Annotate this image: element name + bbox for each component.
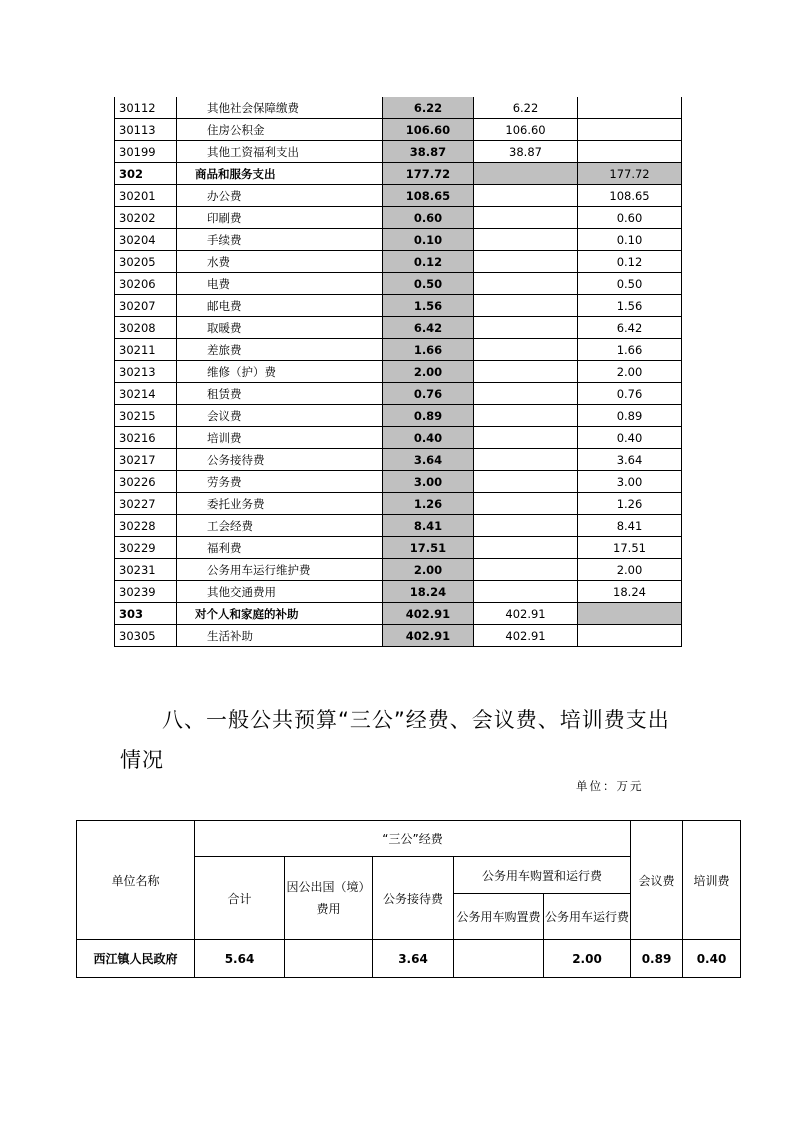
table-row (115, 449, 682, 471)
cell-reception: 3.64 (373, 940, 454, 978)
table-row (115, 295, 682, 317)
table-row (115, 427, 682, 449)
row-total: 3.00 (383, 471, 474, 493)
table-row (115, 97, 682, 119)
row-name: 工会经费 (177, 515, 383, 537)
category-row (115, 163, 682, 185)
table-row (115, 559, 682, 581)
row-code: 30211 (115, 339, 177, 361)
row-basic (474, 537, 578, 559)
row-basic (474, 427, 578, 449)
row-code: 30206 (115, 273, 177, 295)
row-project: 0.76 (578, 383, 682, 405)
row-code: 30239 (115, 581, 177, 603)
table-row (115, 361, 682, 383)
row-total: 0.50 (383, 273, 474, 295)
row-basic (474, 317, 578, 339)
row-total: 0.76 (383, 383, 474, 405)
row-project: 1.26 (578, 493, 682, 515)
row-basic (474, 361, 578, 383)
row-name: 对个人和家庭的补助 (177, 603, 383, 625)
row-basic (474, 339, 578, 361)
header-abroad: 因公出国（境）费用 (285, 857, 373, 940)
row-code: 30228 (115, 515, 177, 537)
row-code: 30112 (115, 97, 177, 119)
row-total: 1.66 (383, 339, 474, 361)
row-name: 住房公积金 (177, 119, 383, 141)
row-project: 18.24 (578, 581, 682, 603)
row-project: 8.41 (578, 515, 682, 537)
row-basic (474, 383, 578, 405)
row-total: 0.60 (383, 207, 474, 229)
row-project: 2.00 (578, 361, 682, 383)
row-project (578, 625, 682, 647)
row-project: 108.65 (578, 185, 682, 207)
row-code: 30208 (115, 317, 177, 339)
row-project: 1.66 (578, 339, 682, 361)
row-total: 106.60 (383, 119, 474, 141)
row-total: 0.40 (383, 427, 474, 449)
unit-label: 单位：万元 (576, 779, 644, 793)
header-meeting: 会议费 (631, 821, 683, 940)
table-row (115, 119, 682, 141)
row-name: 其他社会保障缴费 (177, 97, 383, 119)
row-code: 30201 (115, 185, 177, 207)
row-total: 2.00 (383, 559, 474, 581)
row-total: 402.91 (383, 625, 474, 647)
table-row (115, 339, 682, 361)
row-basic (474, 229, 578, 251)
cell-abroad (285, 940, 373, 978)
row-basic (474, 163, 578, 185)
row-total: 1.56 (383, 295, 474, 317)
table-row (115, 471, 682, 493)
row-project: 17.51 (578, 537, 682, 559)
table-row (115, 141, 682, 163)
table-row (115, 581, 682, 603)
row-name: 福利费 (177, 537, 383, 559)
row-basic: 402.91 (474, 603, 578, 625)
row-project (578, 141, 682, 163)
row-basic (474, 471, 578, 493)
row-name: 取暖费 (177, 317, 383, 339)
row-total: 1.26 (383, 493, 474, 515)
row-project: 2.00 (578, 559, 682, 581)
table-row (115, 273, 682, 295)
table-row (115, 317, 682, 339)
row-total: 0.10 (383, 229, 474, 251)
row-code: 30113 (115, 119, 177, 141)
header-training: 培训费 (683, 821, 741, 940)
row-code: 30217 (115, 449, 177, 471)
table-row (115, 185, 682, 207)
row-basic (474, 559, 578, 581)
row-name: 商品和服务支出 (177, 163, 383, 185)
table-row (115, 207, 682, 229)
row-project: 0.40 (578, 427, 682, 449)
row-basic: 402.91 (474, 625, 578, 647)
table-row (115, 625, 682, 647)
row-total: 18.24 (383, 581, 474, 603)
row-total: 2.00 (383, 361, 474, 383)
table-row (115, 537, 682, 559)
row-project: 0.60 (578, 207, 682, 229)
row-name: 手续费 (177, 229, 383, 251)
table-row (115, 405, 682, 427)
row-name: 公务接待费 (177, 449, 383, 471)
table-row (115, 515, 682, 537)
row-basic (474, 493, 578, 515)
row-name: 电费 (177, 273, 383, 295)
row-code: 30205 (115, 251, 177, 273)
row-project: 0.10 (578, 229, 682, 251)
row-code: 302 (115, 163, 177, 185)
cell-training: 0.40 (683, 940, 741, 978)
row-project: 0.50 (578, 273, 682, 295)
row-total: 38.87 (383, 141, 474, 163)
cell-unit-name: 西江镇人民政府 (77, 940, 195, 978)
header-vehicle-purchase: 公务用车购置费 (454, 894, 544, 940)
row-name: 办公费 (177, 185, 383, 207)
row-basic (474, 295, 578, 317)
row-total: 17.51 (383, 537, 474, 559)
row-code: 30204 (115, 229, 177, 251)
header-reception: 公务接待费 (373, 857, 454, 940)
row-total: 0.12 (383, 251, 474, 273)
row-project: 0.12 (578, 251, 682, 273)
expenditure-table-body (115, 97, 682, 647)
category-row (115, 603, 682, 625)
expenditure-table (114, 97, 682, 647)
row-project: 6.42 (578, 317, 682, 339)
header-sangong: “三公”经费 (195, 821, 631, 857)
cell-subtotal: 5.64 (195, 940, 285, 978)
row-basic: 106.60 (474, 119, 578, 141)
row-code: 30231 (115, 559, 177, 581)
row-name: 培训费 (177, 427, 383, 449)
row-total: 402.91 (383, 603, 474, 625)
row-total: 6.22 (383, 97, 474, 119)
row-name: 维修（护）费 (177, 361, 383, 383)
row-project: 1.56 (578, 295, 682, 317)
row-code: 30305 (115, 625, 177, 647)
row-total: 8.41 (383, 515, 474, 537)
table-row (115, 229, 682, 251)
row-project: 177.72 (578, 163, 682, 185)
row-name: 印刷费 (177, 207, 383, 229)
row-code: 30199 (115, 141, 177, 163)
row-name: 会议费 (177, 405, 383, 427)
row-code: 30213 (115, 361, 177, 383)
row-basic (474, 273, 578, 295)
row-total: 6.42 (383, 317, 474, 339)
table-row (115, 493, 682, 515)
sangong-table (76, 820, 741, 978)
row-code: 30226 (115, 471, 177, 493)
row-code: 30229 (115, 537, 177, 559)
cell-vehicle-purchase (454, 940, 544, 978)
table-row (115, 251, 682, 273)
row-basic (474, 207, 578, 229)
row-basic: 38.87 (474, 141, 578, 163)
cell-meeting: 0.89 (631, 940, 683, 978)
row-basic (474, 581, 578, 603)
row-name: 邮电费 (177, 295, 383, 317)
row-code: 30207 (115, 295, 177, 317)
row-name: 劳务费 (177, 471, 383, 493)
row-basic (474, 185, 578, 207)
row-basic (474, 251, 578, 273)
row-code: 30215 (115, 405, 177, 427)
row-name: 差旅费 (177, 339, 383, 361)
row-basic: 6.22 (474, 97, 578, 119)
table-row (115, 383, 682, 405)
row-code: 30202 (115, 207, 177, 229)
row-code: 30214 (115, 383, 177, 405)
header-vehicle-operation: 公务用车运行费 (544, 894, 631, 940)
section-heading: 八、一般公共预算“三公”经费、会议费、培训费支出情况 (120, 708, 670, 772)
row-total: 108.65 (383, 185, 474, 207)
row-project: 3.00 (578, 471, 682, 493)
row-name: 公务用车运行维护费 (177, 559, 383, 581)
row-basic (474, 405, 578, 427)
row-code: 303 (115, 603, 177, 625)
row-basic (474, 449, 578, 471)
row-total: 0.89 (383, 405, 474, 427)
cell-vehicle-operation: 2.00 (544, 940, 631, 978)
row-name: 租赁费 (177, 383, 383, 405)
row-project (578, 119, 682, 141)
row-project (578, 97, 682, 119)
row-total: 3.64 (383, 449, 474, 471)
row-name: 委托业务费 (177, 493, 383, 515)
header-vehicle: 公务用车购置和运行费 (454, 857, 631, 894)
row-name: 水费 (177, 251, 383, 273)
header-subtotal: 合计 (195, 857, 285, 940)
row-name: 生活补助 (177, 625, 383, 647)
row-total: 177.72 (383, 163, 474, 185)
row-code: 30227 (115, 493, 177, 515)
row-name: 其他工资福利支出 (177, 141, 383, 163)
row-name: 其他交通费用 (177, 581, 383, 603)
row-project: 0.89 (578, 405, 682, 427)
row-basic (474, 515, 578, 537)
row-project (578, 603, 682, 625)
row-code: 30216 (115, 427, 177, 449)
row-project: 3.64 (578, 449, 682, 471)
header-unit-name: 单位名称 (77, 821, 195, 940)
